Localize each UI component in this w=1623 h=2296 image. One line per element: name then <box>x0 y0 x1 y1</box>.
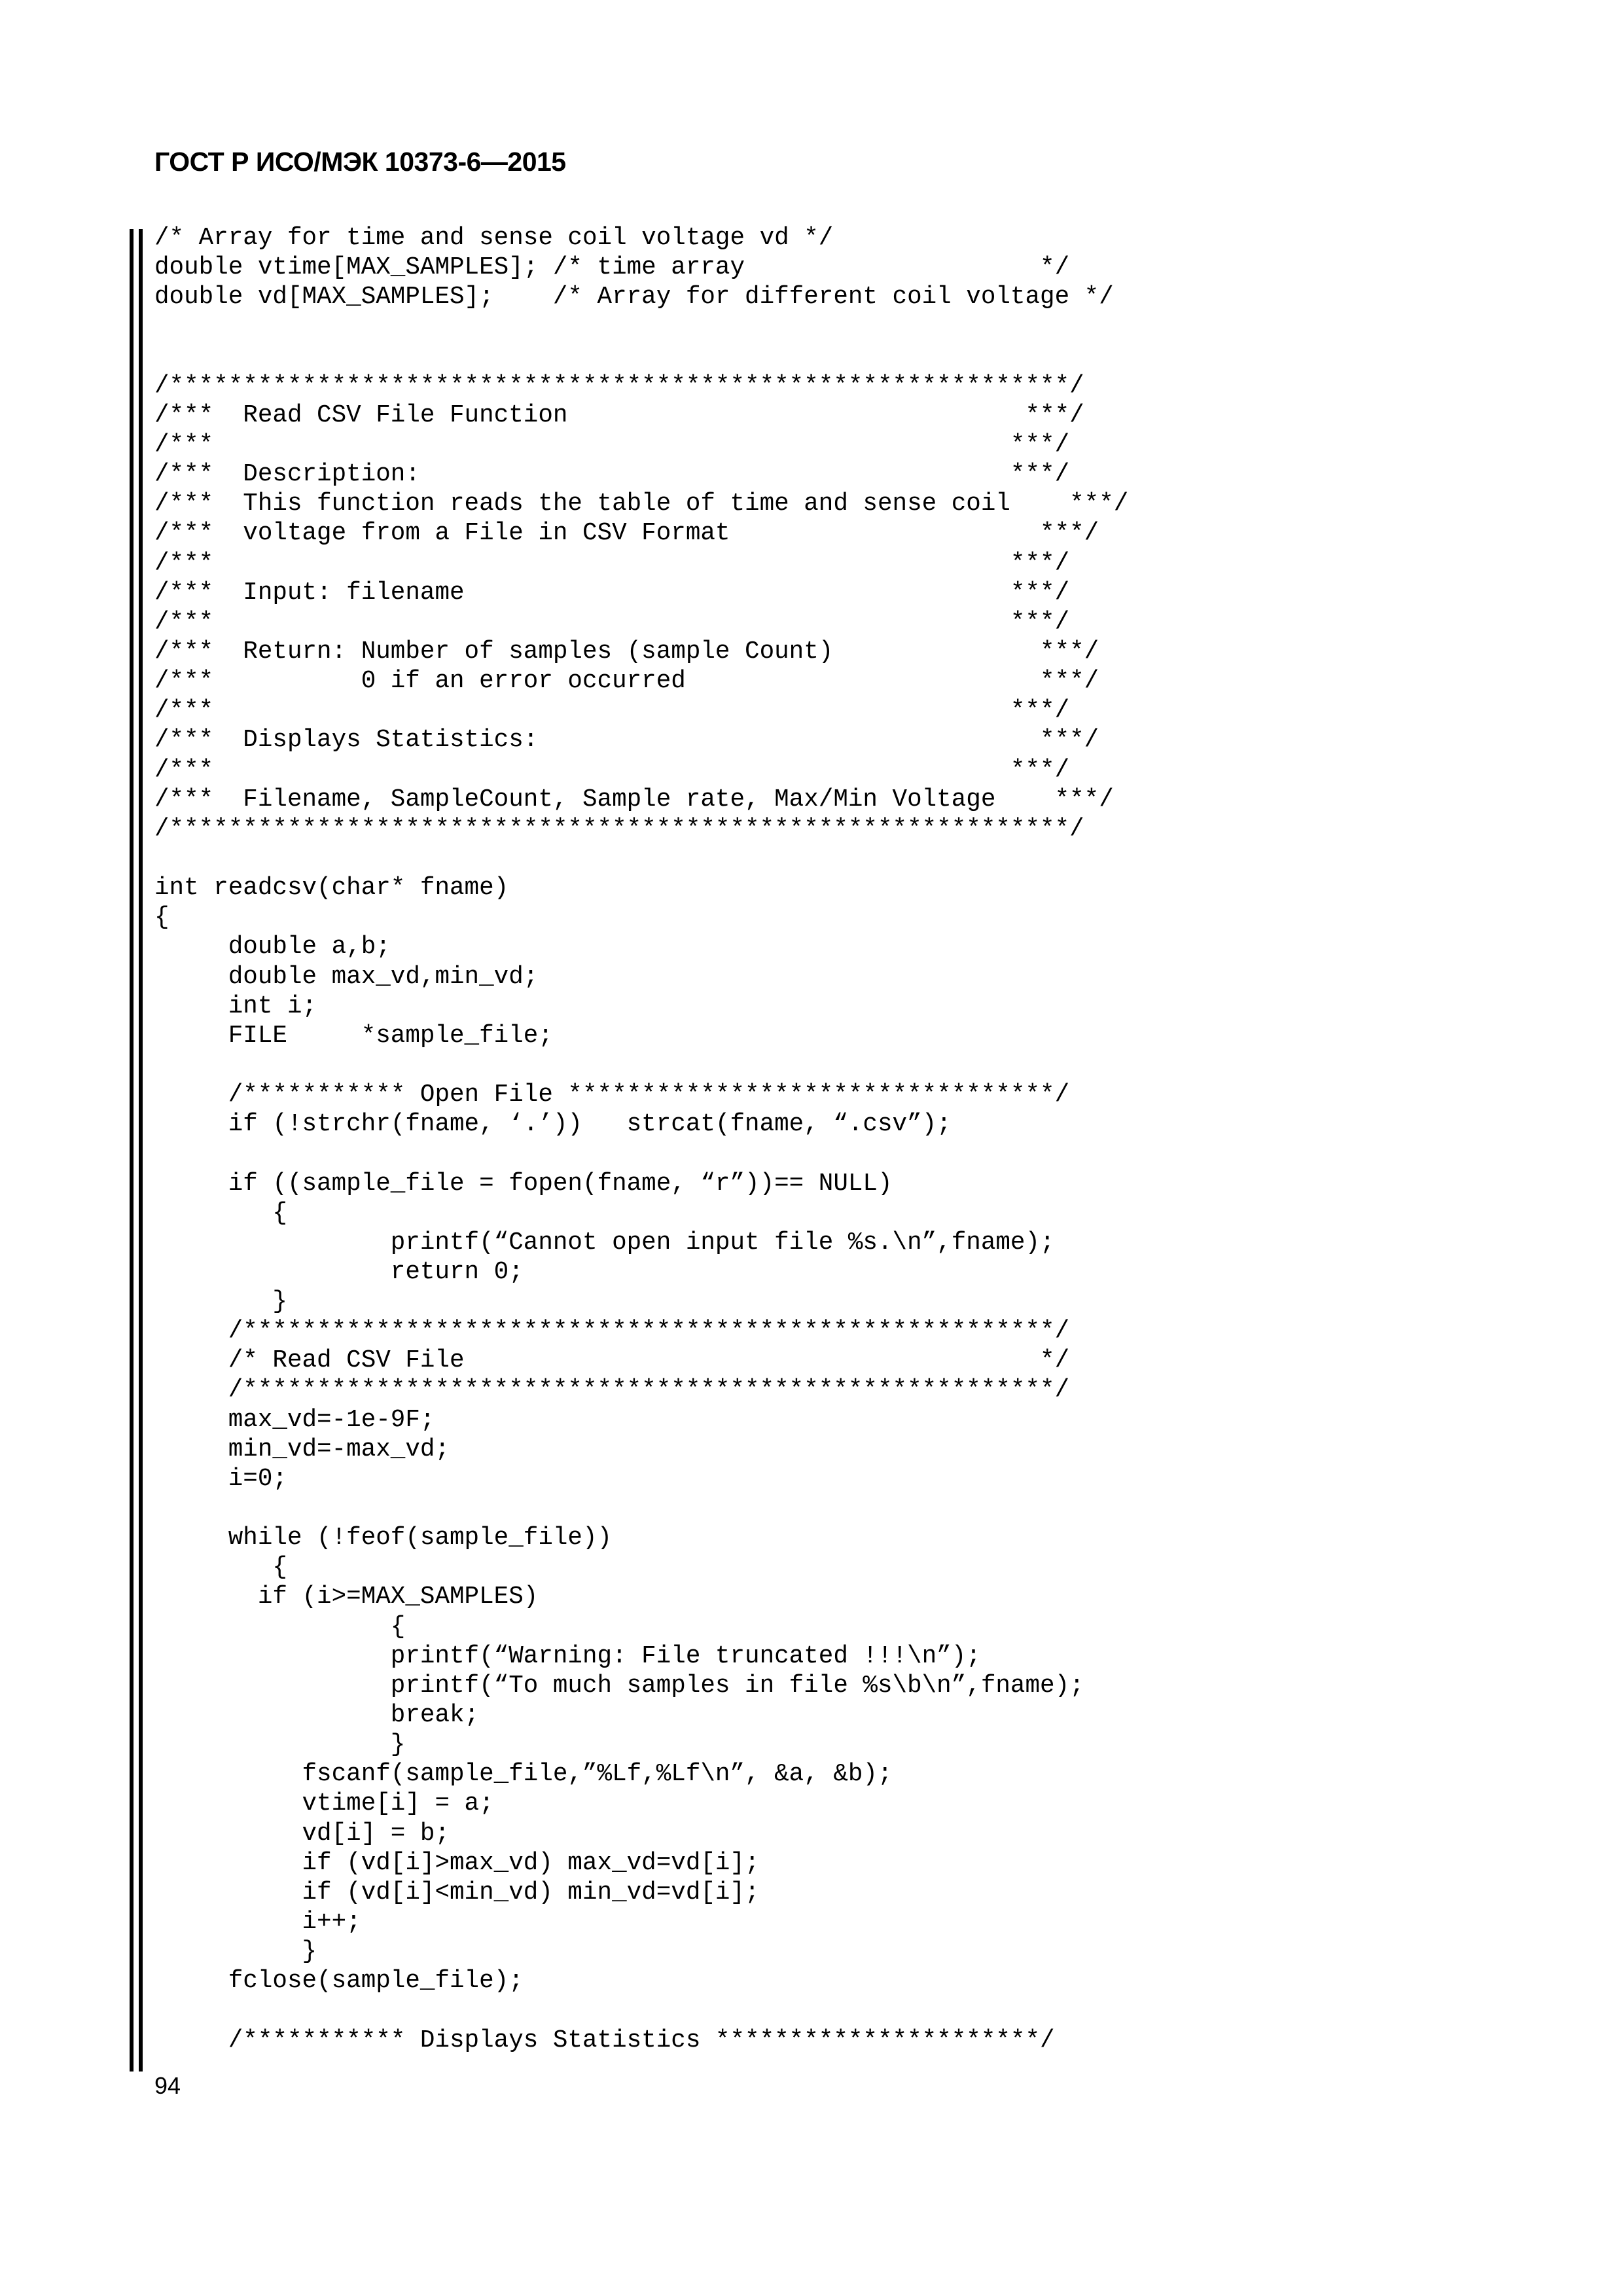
code-line: /*** Input: filename ***/ <box>154 579 1070 607</box>
code-line: fscanf(sample_file,”%Lf,%Lf\n”, &a, &b); <box>154 1761 893 1789</box>
code-line <box>154 1494 1128 1524</box>
code-line: } <box>154 1288 287 1316</box>
code-line: fclose(sample_file); <box>154 1967 524 1996</box>
page-number: 94 <box>154 2072 181 2099</box>
code-line: break; <box>154 1702 480 1730</box>
code-line: /*** ***/ <box>154 608 1070 636</box>
code-line: /*** Filename, SampleCount, Sample rate, Max/Min Voltage ***/ <box>154 785 1114 814</box>
code-line: double vd[MAX_SAMPLES]; /* Array for different coil voltage */ <box>154 283 1114 312</box>
code-line: /*** Description: ***/ <box>154 461 1070 489</box>
code-line: if (!strchr(fname, ‘.’)) strcat(fname, “.csv”); <box>154 1111 952 1139</box>
code-line: { <box>154 1554 287 1582</box>
code-line: max_vd=-1e-9F; <box>154 1406 435 1434</box>
code-line: vd[i] = b; <box>154 1820 450 1848</box>
code-line: /* Array for time and sense coil voltage vd */ <box>154 224 834 252</box>
code-line: /*** ***/ <box>154 697 1070 725</box>
code-line <box>154 312 1128 342</box>
code-line: printf(“Warning: File truncated !!!\n”); <box>154 1642 981 1670</box>
code-line: vtime[i] = a; <box>154 1790 494 1818</box>
code-line: } <box>154 1938 317 1966</box>
code-line: { <box>154 1613 406 1641</box>
code-line <box>154 1139 1128 1169</box>
code-line: /*******************************************************/ <box>154 1376 1070 1405</box>
code-line: /*** This function reads the table of time and sense coil ***/ <box>154 490 1129 518</box>
code-line: /*** Displays Statistics: ***/ <box>154 726 1099 755</box>
code-line <box>154 844 1128 874</box>
code-line: if ((sample_file = fopen(fname, “r”))== NULL) <box>154 1170 893 1198</box>
code-listing <box>154 224 1128 2056</box>
code-line: { <box>154 1199 287 1227</box>
code-line: /*** voltage from a File in CSV Format ***/ <box>154 520 1099 548</box>
code-line: if (i>=MAX_SAMPLES) <box>154 1583 539 1611</box>
page-header: ГОСТ Р ИСО/МЭК 10373-6—2015 <box>154 147 566 177</box>
code-line: min_vd=-max_vd; <box>154 1435 450 1463</box>
code-line: while (!feof(sample_file)) <box>154 1524 613 1552</box>
code-line: /*************************************************************/ <box>154 372 1084 400</box>
code-line: int readcsv(char* fname) <box>154 874 509 903</box>
code-line: int i; <box>154 992 317 1020</box>
revision-bar-outer <box>130 229 134 2072</box>
code-line: { <box>154 904 169 932</box>
code-line: return 0; <box>154 1258 524 1286</box>
code-line: i=0; <box>154 1465 287 1493</box>
code-line: /*******************************************************/ <box>154 1318 1070 1346</box>
code-line: /*** Read CSV File Function ***/ <box>154 401 1084 429</box>
code-line: /*** 0 if an error occurred ***/ <box>154 668 1099 696</box>
code-line: /*********** Displays Statistics **********************/ <box>154 2026 1055 2054</box>
code-line: /* Read CSV File */ <box>154 1347 1070 1375</box>
code-line: /*** Return: Number of samples (sample Count) ***/ <box>154 637 1099 666</box>
code-line: if (vd[i]>max_vd) max_vd=vd[i]; <box>154 1849 760 1877</box>
code-line <box>154 342 1128 372</box>
code-line: /*************************************************************/ <box>154 815 1084 843</box>
code-line: double a,b; <box>154 933 391 961</box>
code-line: /*********** Open File *********************************/ <box>154 1081 1070 1109</box>
code-line: double max_vd,min_vd; <box>154 963 539 991</box>
code-line: } <box>154 1731 406 1759</box>
code-line: /*** ***/ <box>154 756 1070 784</box>
revision-bar-inner <box>139 229 143 2072</box>
code-line: /*** ***/ <box>154 431 1070 459</box>
code-line: printf(“To much samples in file %s\b\n”,fname); <box>154 1672 1084 1700</box>
code-line: printf(“Cannot open input file %s.\n”,fname); <box>154 1229 1055 1257</box>
code-line: /*** ***/ <box>154 549 1070 577</box>
code-line <box>154 1051 1128 1081</box>
code-line: double vtime[MAX_SAMPLES]; /* time array */ <box>154 254 1070 282</box>
code-line: i++; <box>154 1909 361 1937</box>
code-line: if (vd[i]<min_vd) min_vd=vd[i]; <box>154 1878 760 1907</box>
code-line: FILE *sample_file; <box>154 1022 553 1050</box>
code-line <box>154 1996 1128 2026</box>
